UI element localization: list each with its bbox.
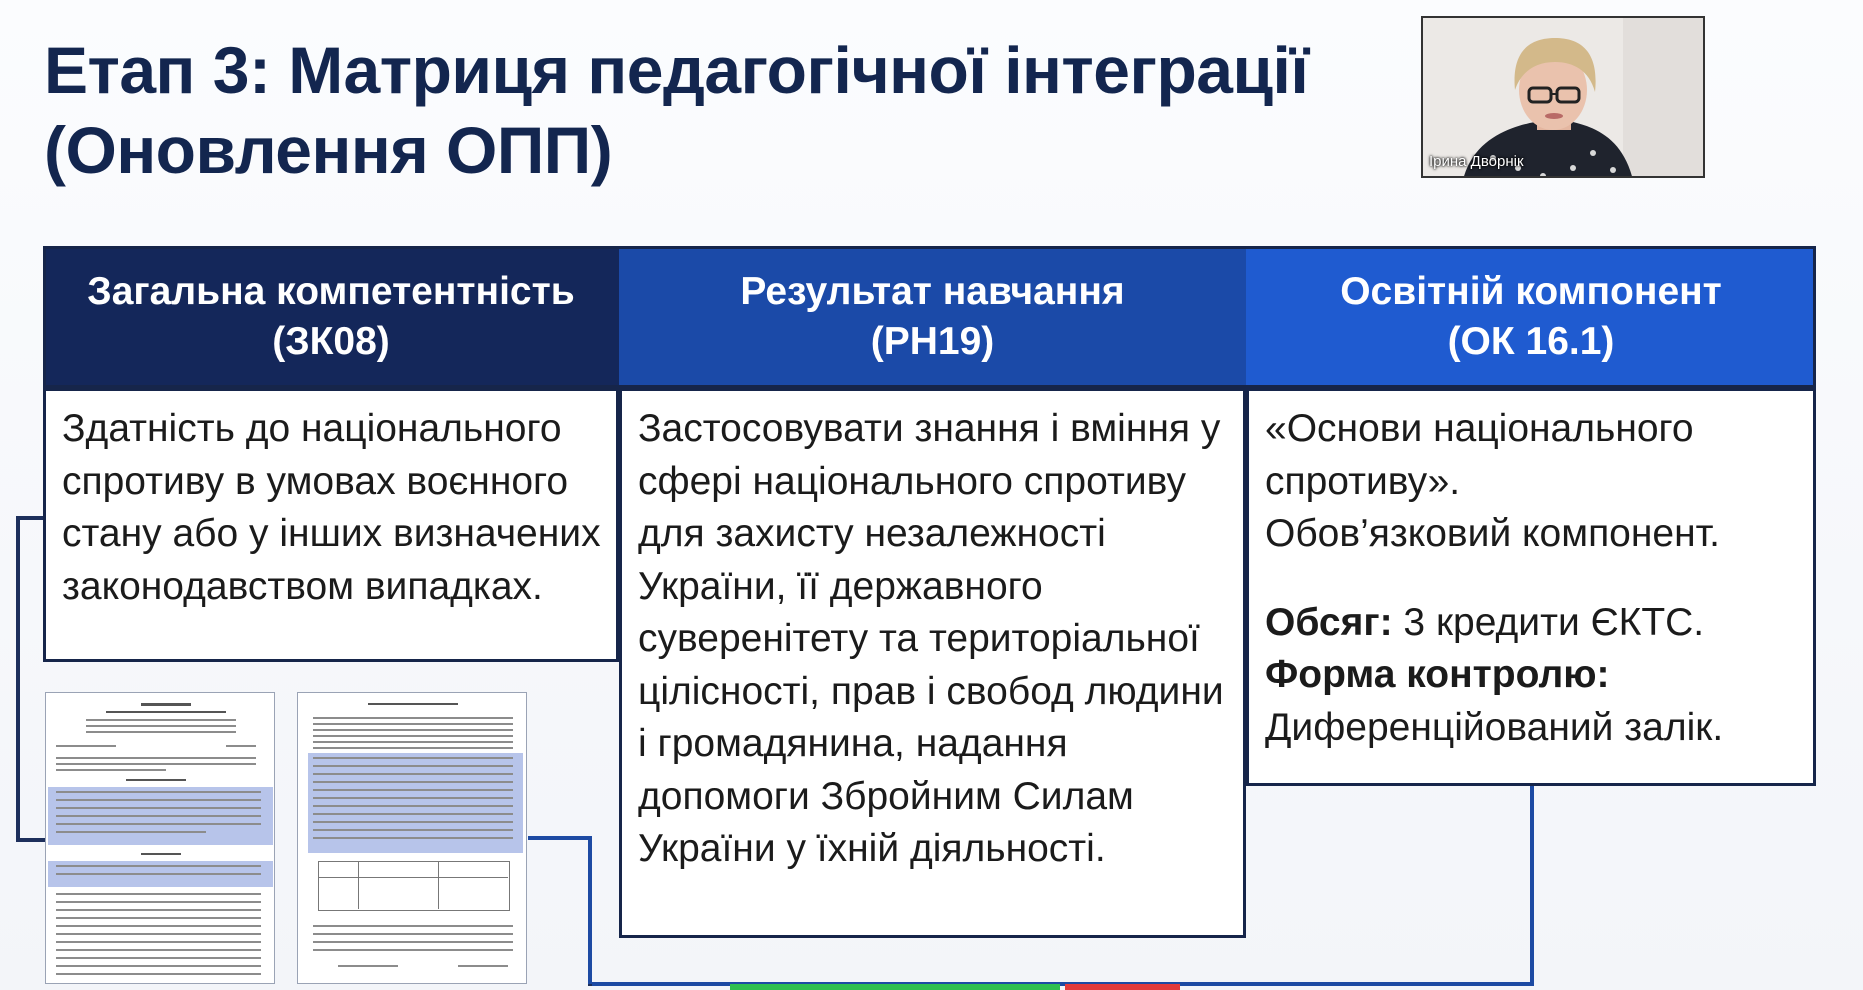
competence-header-code: (ЗК08) [272,320,390,363]
competence-header [43,246,619,388]
participant-name: Ірина Дворнік [1429,153,1524,170]
screen-share-bar-green [730,984,1060,990]
slide-title-line1: Етап 3: Матриця педагогічної інтеграції [44,33,1309,107]
decision-document-thumbnail[interactable] [297,692,527,984]
component-control-label: Форма контролю: [1265,653,1610,696]
component-control-value: Диференційований залік. [1265,705,1724,749]
component-name: «Основи національного спротиву». [1265,407,1694,503]
educational-component-header [1246,246,1816,388]
learning-outcome-body [619,388,1246,938]
component-volume [1265,597,1799,650]
learning-outcome-text: Застосовувати знання і вміння у сфері національного спротиву для захисту незалежності України, її державного суверенітету та територіальної цілісності, прав і свобод людини і громадянина, надання допомоги Збройним Силам України у їхній діяльності. [638,407,1224,870]
protocol-document-thumbnail[interactable] [45,692,275,984]
slide-title-line2: (Оновлення ОПП) [44,113,613,187]
educational-component-header-title: Освітній компонент [1340,270,1722,313]
educational-component-body [1246,388,1816,786]
learning-outcome-header [619,246,1246,388]
competence-body [43,388,619,662]
competence-header-title: Загальна компетентність [87,270,575,313]
component-volume-label: Обсяг: [1265,600,1393,644]
educational-component-header-code: (ОК 16.1) [1447,320,1615,363]
component-type: Обов’язковий компонент. [1265,512,1721,555]
component-volume-value: 3 кредити ЄКТС. [1392,600,1705,644]
competence-text: Здатність до національного спротиву в умовах воєнного стану або у інших визначених законодавством випадках. [62,407,601,608]
screen-share-bar-red [1065,984,1180,990]
learning-outcome-header-code: (РН19) [870,320,995,363]
learning-outcome-header-title: Результат навчання [740,270,1125,313]
